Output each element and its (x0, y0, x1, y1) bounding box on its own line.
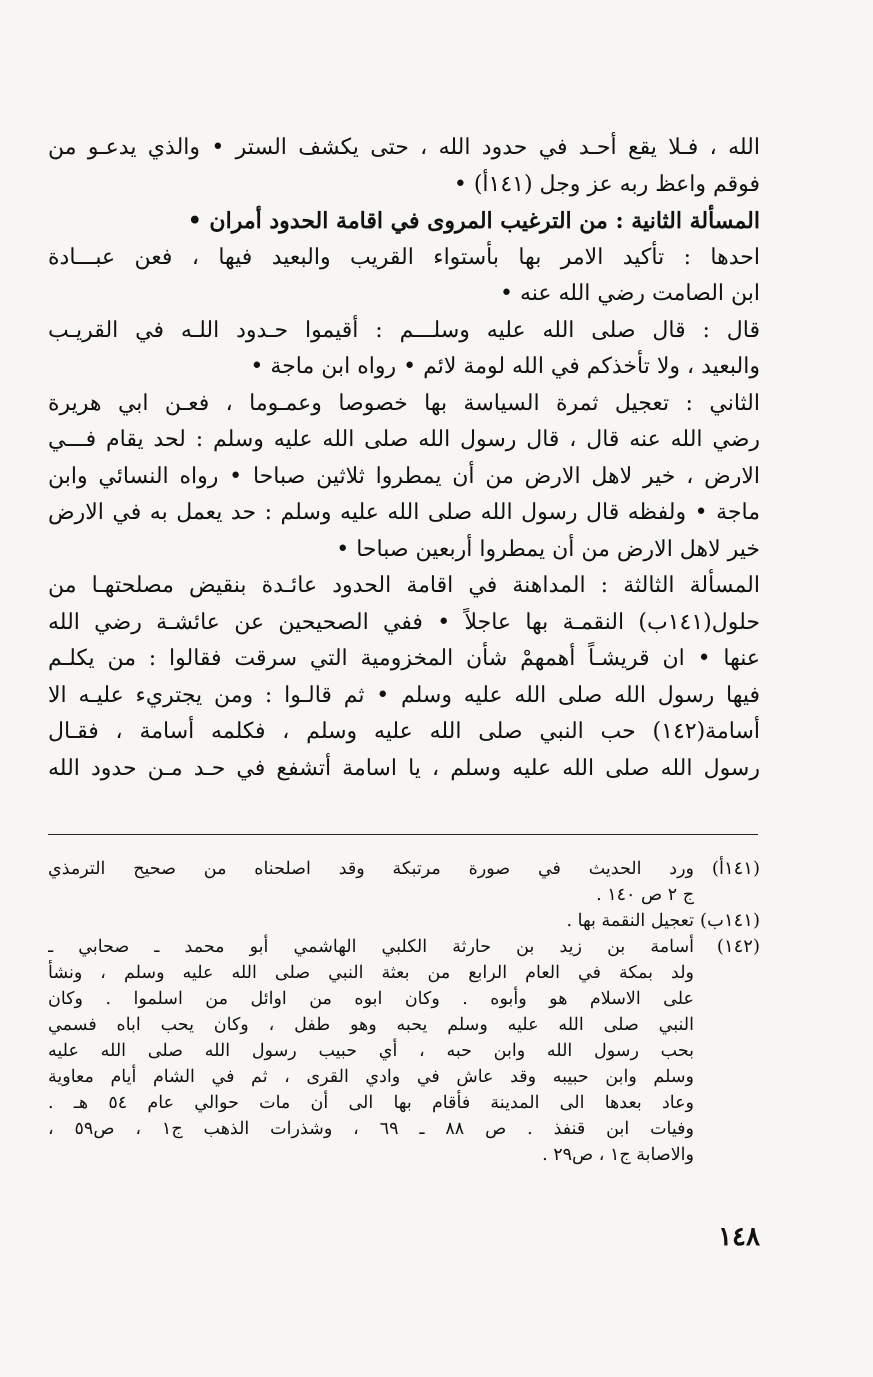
text-line: عنها • ان قريشـاً أهمهمْ شأن المخزومية التي سرقت فقالوا : من يكلـم (48, 646, 760, 671)
footnote-line: ولد بمكة في العام الرابع من بعثة النبي صلى الله عليه وسلم ، ونشأ (48, 963, 694, 983)
text-line: قال : قال صلى الله عليه وسلـــم : أقيموا حـدود اللـه في القريـب (48, 317, 760, 343)
footnote (48, 934, 760, 1168)
footnote-line: أسامة بن زيد بن حارثة الكلبي الهاشمي أبو محمد ـ صحابي ـ (48, 937, 694, 957)
footnote-number: (١٤١أ) (711, 858, 760, 879)
text-line: ماجة • ولفظه قال رسول الله صلى الله عليه وسلم : حد يعمل به في الارض (48, 500, 760, 525)
text-line: رسول الله صلى الله عليه وسلم ، يا اسامة أتشفع في حـد مـن حدود الله (48, 755, 760, 781)
text-line: رضي الله عنه قال ، قال رسول الله صلى الله عليه وسلم : لحد يقام فـــي (48, 427, 760, 452)
footnote-line: بحب رسول الله وابن حبه ، أي حبيب رسول الله صلى الله عليه (48, 1041, 694, 1061)
footnote-line: على الاسلام هو وأبوه . وكان ابوه من اوائل من اسلموا . وكان (48, 989, 694, 1009)
footnote-divider (48, 834, 758, 835)
footnote (48, 908, 760, 934)
footnote-line: النبي صلى الله عليه وسلم يحبه وهو طفل ، وكان يحب اباه فسمي (48, 1015, 694, 1035)
footnote-line: وسلم وابن حبيبه وقد عاش في وادي القرى ، ثم في الشام أيام معاوية (48, 1067, 694, 1087)
text-line: فوقم واعظ ربه عز وجل (١٤١أ) • (453, 171, 760, 197)
footnote-line: ج ٢ ص ١٤٠ . (596, 885, 694, 905)
footnote-line: والاصابة ج١ ، ص٢٩ . (542, 1145, 694, 1165)
footnote (48, 856, 760, 908)
footnote-line: تعجيل النقمة بها . (566, 911, 694, 931)
footnote-number: (١٤٢) (716, 936, 760, 957)
text-line: احدها : تأكيد الامر بها بأستواء القريب والبعيد فيها ، فعن عبـــادة (48, 244, 760, 270)
footnote-line: وفيات ابن قنفذ . ص ٨٨ ـ ٦٩ ، وشذرات الذهب ج١ ، ص٥٩ ، (48, 1119, 694, 1139)
text-line: فيها رسول الله صلى الله عليه وسلم • ثم قالـوا : ومن يجتريء عليـه الا (48, 682, 760, 708)
text-line: الارض ، خير لاهل الارض من أن يمطروا ثلاثين صباحا • رواه النسائي وابن (48, 463, 760, 489)
section-heading: المسألة الثالثة : المداهنة في اقامة الحدود عائـدة بنقيض مصلحتهـا من (48, 573, 760, 598)
text-line: أسامة(١٤٢) حب النبي صلى الله عليه وسلم ، فكلمه أسامة ، فقـال (48, 719, 760, 744)
footnote-line: ورد الحديث في صورة مرتبكة وقد اصلحناه من صحيح الترمذي (48, 859, 694, 879)
footnote-text (48, 856, 694, 908)
text-line: الله ، فـلا يقع أحـد في حدود الله ، حتى يكشف الستر • والذي يدعـو من (48, 135, 760, 160)
footnote-line: وعاد بعدها الى المدينة فأقام بها الى أن مات حوالي عام ٥٤ هـ . (48, 1093, 694, 1113)
main-text (48, 130, 760, 787)
text-line: والبعيد ، ولا تأخذكم في الله لومة لائم • رواه ابن ماجة • (250, 354, 760, 379)
page-number: ١٤٨ (718, 1222, 760, 1252)
text-line: ابن الصامت رضي الله عنه • (499, 281, 760, 306)
footnote-text (48, 908, 694, 934)
section-heading: المسألة الثانية : من الترغيب المروى في اقامة الحدود أمران • (187, 208, 760, 234)
text-line: الثاني : تعجيل ثمرة السياسة بها خصوصا وعمـوما ، فعـن ابي هريرة (48, 390, 760, 416)
text-line: حلول(١٤١ب) النقمـة بها عاجلاً • ففي الصحيحين عن عائشـة رضي الله (48, 609, 760, 635)
footnotes (48, 856, 760, 1168)
footnote-text (48, 934, 694, 1168)
text-line: خير لاهل الارض من أن يمطروا أربعين صباحا • (336, 536, 760, 562)
footnote-number: (١٤١ب) (699, 910, 760, 931)
